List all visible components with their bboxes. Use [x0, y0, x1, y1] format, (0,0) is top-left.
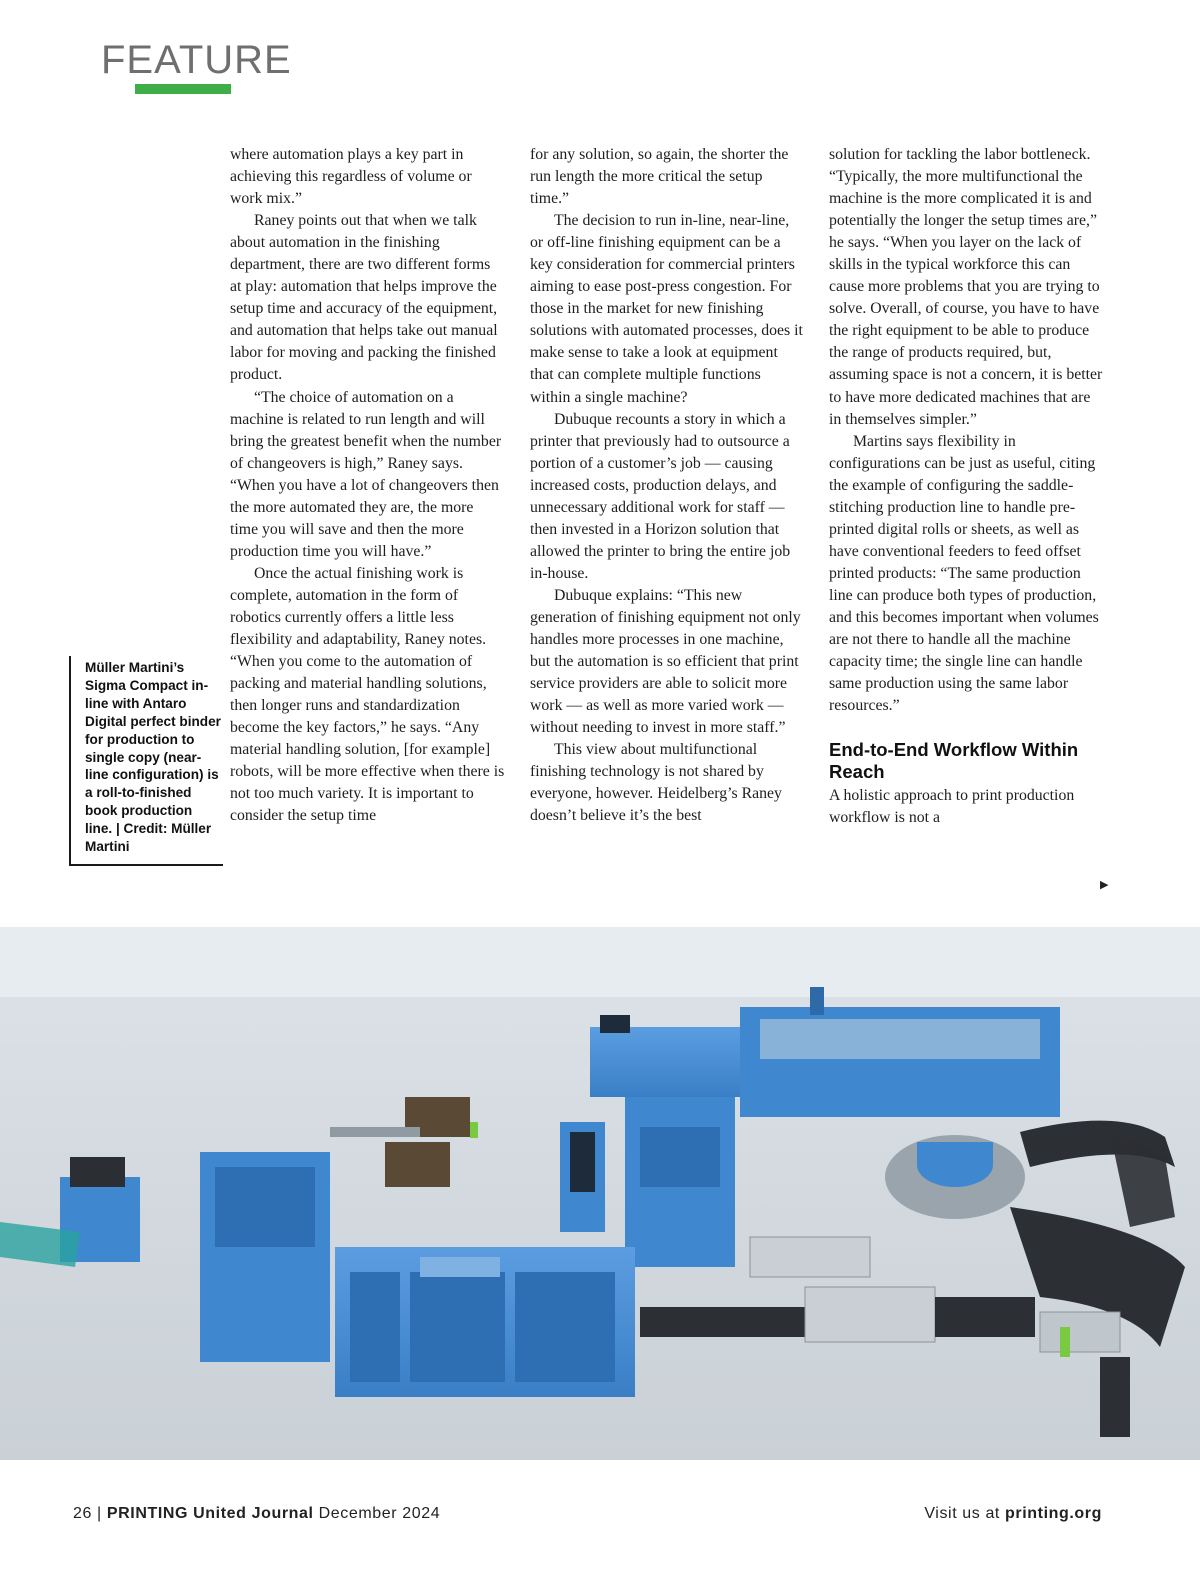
- section-accent-rule: [135, 84, 231, 94]
- text-column-2: [530, 144, 805, 827]
- paragraph: solution for tackling the labor bottleneck. “Typically, the more multifunctional the machine is the more complicated it is and potentially the longer the setup times are,” he says. “When you layer on the lack of skills in the typical workforce this can cause more problems that you are trying to solve. Overall, of course, you have to have the right equipment to be able to produce the range of products required, but, assuming space is not a concern, it is better to have more dedicated machines that are in themselves simpler.”: [829, 146, 1103, 428]
- paragraph: Raney points out that when we talk about automation in the finishing department, there are two different forms at play: automation that helps improve the setup time and accuracy of the equipment, and automation that helps take out manual labor for moving and packing the finished product.: [230, 212, 498, 384]
- footer-website: [924, 1505, 1102, 1523]
- publication-name: PRINTING United Journal: [106, 1505, 314, 1522]
- production-line-photo: [0, 927, 1200, 1460]
- paragraph: Dubuque explains: “This new generation of finishing equipment not only handles more processes in one machine, but the automation is so efficient that print service providers are able to solicit more work — as well as more varied work — without needing to invest in more staff.”: [530, 586, 801, 737]
- photo-caption: Müller Martini’s Sigma Compact in-line with Antaro Digital perfect binder for production to single copy (near-line configuration) is a roll-to-finished book production line. | Credit: Müller Martini: [69, 656, 223, 866]
- text-column-3: [829, 144, 1104, 829]
- subheading: End-to-End Workflow Within Reach: [829, 739, 1079, 783]
- issue-date: December 2024: [318, 1505, 441, 1522]
- paragraph: The decision to run in-line, near-line, or off-line finishing equipment can be a key consideration for commercial printers aiming to ease post-press congestion. For those in the market for new finishing solutions with automated processes, does it make sense to take a look at equipment that can complete multiple functions within a single machine?: [530, 212, 803, 406]
- website-link[interactable]: printing.org: [1005, 1505, 1102, 1522]
- paragraph: A holistic approach to print production workflow is not a: [829, 787, 1075, 827]
- visit-label: Visit us at: [924, 1505, 1000, 1522]
- text-column-1: [230, 144, 505, 827]
- page-number: 26: [73, 1505, 92, 1522]
- paragraph: for any solution, so again, the shorter the run length the more critical the setup time.”: [530, 146, 789, 208]
- footer-separator: |: [97, 1505, 102, 1522]
- paragraph: Dubuque recounts a story in which a printer that previously had to outsource a portion of a customer’s job — causing increased costs, production delays, and unnecessary additional work for staff — then invested in a Horizon solution that allowed the printer to bring the entire job in-house.: [530, 410, 791, 582]
- triangle-right-icon: ▶: [1100, 878, 1109, 891]
- paragraph: This view about multifunctional finishing technology is not shared by everyone, however. Heidelberg’s Raney doesn’t believe it’s the best: [530, 741, 782, 825]
- paragraph: Martins says flexibility in configurations can be just as useful, citing the example of configuring the saddle-stitching production line to handle pre-printed digital rolls or sheets, as well as have conventional feeders to feed offset printed products: “The same production line can produce both types of production, and this becomes important when volumes are not there to handle all the machine capacity time; the single line can handle same production using the same labor resources.”: [829, 432, 1099, 715]
- paragraph: Once the actual finishing work is complete, automation in the form of robotics currently offers a little less flexibility and adaptability, Raney notes. “When you come to the automation of packing and material handling solutions, then longer runs and standardization become the key factors,” he says. “Any material handling solution, [for example] robots, will be more effective when there is not too much variety. It is important to consider the setup time: [230, 564, 505, 825]
- paragraph: where automation plays a key part in achieving this regardless of volume or work mix.”: [230, 146, 472, 208]
- footer-page-info: [73, 1505, 440, 1523]
- paragraph: “The choice of automation on a machine is related to run length and will bring the greatest benefit when the number of changeovers is high,” Raney says. “When you have a lot of changeovers then the more automated they are, the more time you will save and then the more production time you will have.”: [230, 388, 502, 560]
- section-label: FEATURE: [101, 38, 292, 82]
